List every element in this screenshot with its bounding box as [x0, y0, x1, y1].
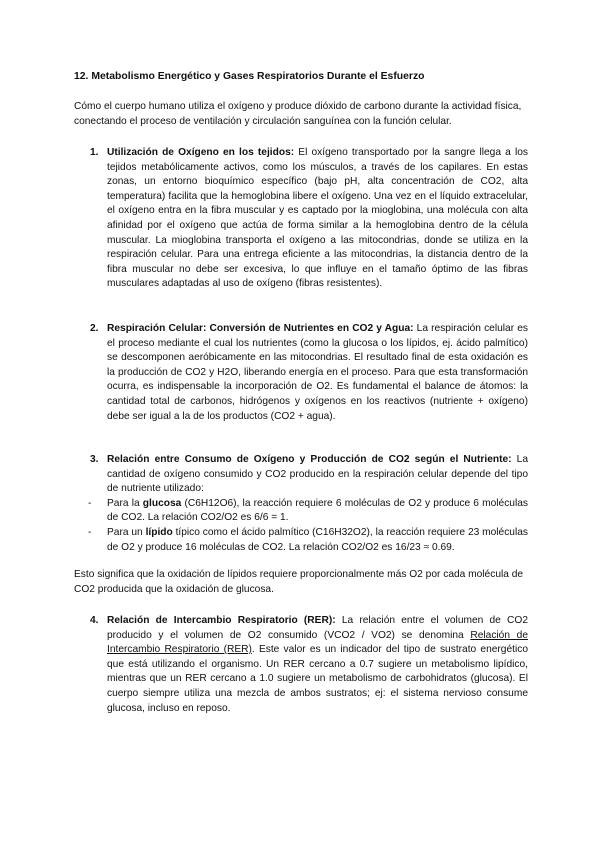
item-body: [107, 146, 528, 292]
dash-bullet: -: [88, 526, 92, 538]
list-item: [74, 322, 528, 424]
sub-text: Para un: [107, 526, 146, 538]
underlined-term: Relación de Intercambio Respiratorio (RER): [107, 629, 528, 656]
item-body: [107, 322, 528, 424]
list-item: [74, 453, 528, 555]
item-text: . Este valor es un indicador del tipo de sustrato energético que está utilizando el organismo. Un RER cercano a 0.7 sugiere un metabolismo lipídico, mientras que un RER cercano a 1.0 sugiere un metabolismo de carbohidratos (glucosa). El cuerpo siempre utiliza una mezcla de ambos sustratos; ej: el sistema nervioso consume glucosa, incluso en reposo.: [107, 644, 528, 714]
item-text: La respiración celular es el proceso mediante el cual los nutrientes (como la glucosa o los lípidos, ej. ácido palmítico) se descomponen aeróbicamente en las mitocondrias. El resultado final de esta oxidación es la producción de CO2 y H2O, liberando energía en el proceso. Para que esta transformación ocurra, es indispensable la incorporación de O2. Es fundamental el balance de átomos: la cantidad total de carbonos, hidrógenos y oxígenos en los reactivos (nutriente + oxígeno) debe ser igual a la de los productos (CO2 + agua).: [107, 323, 528, 422]
item-number: 1.: [90, 147, 99, 158]
item-heading: Utilización de Oxígeno en los tejidos:: [107, 147, 295, 158]
conclusion-paragraph: Esto significa que la oxidación de lípidos requiere proporcionalmente más O2 por cada molécula de CO2 producida que la oxidación de glucosa.: [74, 569, 524, 595]
item-heading: Respiración Celular: Conversión de Nutrientes en CO2 y Agua:: [107, 323, 414, 334]
sub-text: (C6H12O6), la reacción requiere 6 moléculas de O2 y produce 6 moléculas de CO2. La relación CO2/O2 es 6/6 = 1.: [107, 497, 528, 524]
list-item: [74, 614, 528, 716]
sub-bold-term: glucosa: [142, 497, 182, 509]
item-text: El oxígeno transportado por la sangre llega a los tejidos metabólicamente activos, como los músculos, a través de los capilares. En estas zonas, un entorno bioquímico específico (bajo pH, alta concentración de CO2, alta temperatura) facilita que la hemoglobina libere el oxígeno. Una vez en el líquido extracelular, el oxígeno entra en la fibra muscular y es captado por la mioglobina, una molécula con alta afinidad por el oxígeno que actúa de forma similar a la hemoglobina dentro de la célula muscular. La mioglobina transporta el oxígeno a las mitocondrias, donde se utiliza en la respiración celular. Para una entrega eficiente a las mitocondrias, la distancia dentro de la fibra muscular no debe ser excesiva, lo que influye en el tamaño óptimo de las fibras musculares adaptadas al uso de oxígeno (fibras resistentes).: [107, 147, 528, 290]
item-text: La relación entre el volumen de CO2 producido y el volumen de O2 consumido (VCO2 / VO2) se denomina: [107, 615, 528, 641]
item-body: [107, 453, 528, 497]
sub-text: Para la: [107, 497, 143, 509]
item-body: [107, 614, 528, 716]
item-heading: Relación entre Consumo de Oxígeno y Producción de CO2 según el Nutriente:: [107, 454, 512, 465]
item-heading: Relación de Intercambio Respiratorio (RER):: [107, 615, 336, 626]
item-number: 2.: [90, 323, 99, 334]
sub-text: típico como el ácido palmítico (C16H32O2), la reacción requiere 23 moléculas de O2 y produce 16 moléculas de CO2. La relación CO2/O2 es 16/23 ≈ 0.69.: [107, 526, 528, 553]
item-text: La cantidad de oxígeno consumido y CO2 producido en la respiración celular depende del tipo de nutriente utilizado:: [107, 454, 528, 495]
conclusion-block: [74, 568, 534, 597]
item-number: 4.: [90, 615, 99, 626]
intro-paragraph: Cómo el cuerpo humano utiliza el oxígeno y produce dióxido de carbono durante la actividad física, conectando el proceso de ventilación y circulación sanguínea con la función celular.: [74, 101, 522, 127]
section-title: 12. Metabolismo Energético y Gases Respiratorios Durante el Esfuerzo: [74, 71, 425, 82]
sub-bold-term: lípido: [145, 526, 173, 538]
sub-list-item: [74, 497, 528, 526]
sub-list-item: [74, 526, 528, 555]
list-item: [74, 146, 528, 292]
sub-list: [74, 497, 528, 555]
dash-bullet: -: [88, 497, 92, 509]
item-number: 3.: [90, 454, 99, 465]
